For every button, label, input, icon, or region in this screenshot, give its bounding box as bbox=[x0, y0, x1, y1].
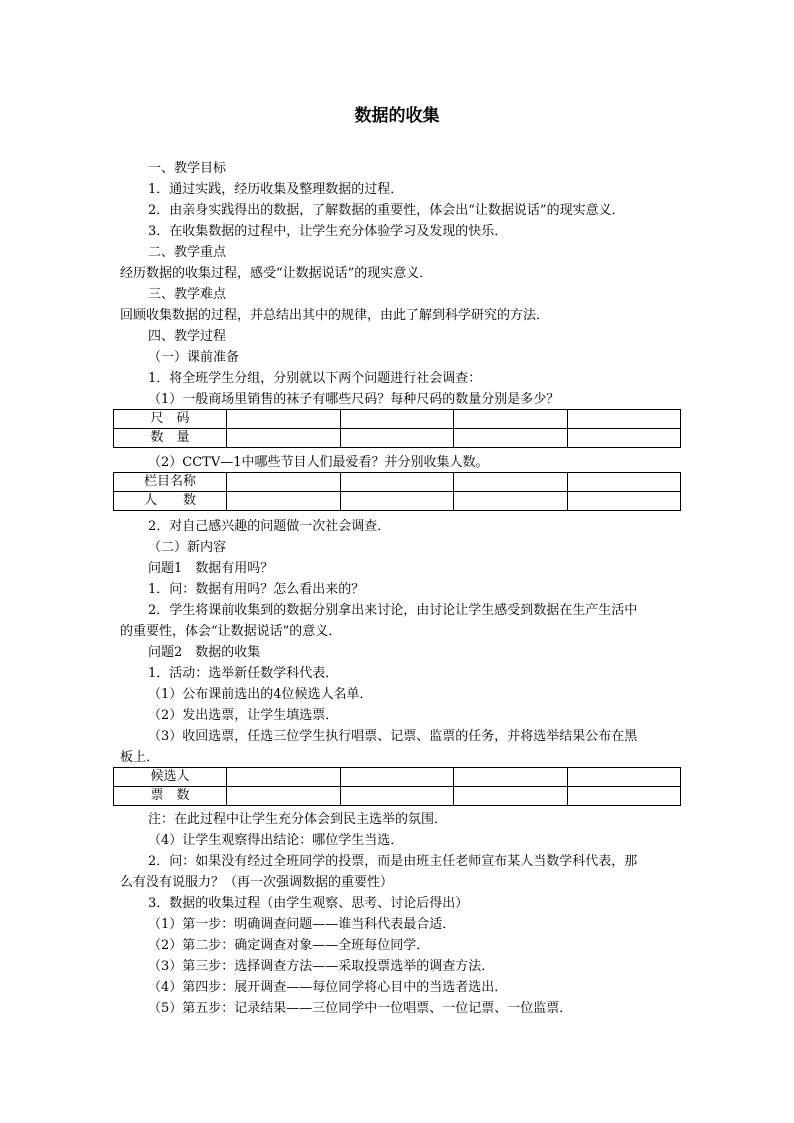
table-cell bbox=[227, 787, 341, 806]
text-line: （1）公布课前选出的4位候选人名单． bbox=[148, 687, 373, 702]
table-cell bbox=[454, 429, 568, 448]
candidate-table bbox=[113, 767, 681, 806]
table-cell bbox=[454, 492, 568, 511]
text-line: 2．学生将课前收集到的数据分别拿出来讨论，由讨论让学生感受到数据在生产生活中 bbox=[148, 603, 638, 618]
text-line: （2）发出选票，让学生填选票． bbox=[148, 708, 339, 723]
problem-heading: 问题2 数据的收集 bbox=[148, 645, 261, 660]
text-line: 经历数据的收集过程，感受“让数据说话”的现实意义． bbox=[120, 266, 433, 281]
text-line: 2．对自己感兴趣的问题做一次社会调查． bbox=[148, 519, 391, 534]
text-line: 回顾收集数据的过程，并总结出其中的规律，由此了解到科学研究的方法． bbox=[120, 308, 550, 323]
text-line: 的重要性，体会“让数据说话”的意义． bbox=[120, 624, 342, 639]
table-cell bbox=[340, 429, 454, 448]
text-line: （1）一般商场里销售的袜子有哪些尺码？每种尺码的数量分别是多少？ bbox=[148, 392, 560, 407]
table-cell bbox=[340, 473, 454, 492]
text-line: 3．数据的收集过程（由学生观察、思考、讨论后得出） bbox=[148, 896, 469, 911]
table-row-label: 栏目名称 bbox=[114, 473, 227, 492]
subsection-heading: （一）课前准备 bbox=[148, 350, 240, 365]
text-line: 板上． bbox=[120, 750, 160, 765]
section-heading: 四、教学过程 bbox=[148, 329, 227, 344]
text-line: 1．问：数据有用吗？怎么看出来的？ bbox=[148, 582, 365, 597]
table-row-label: 尺 码 bbox=[114, 410, 227, 429]
size-table bbox=[113, 409, 681, 448]
table-cell bbox=[567, 492, 681, 511]
table-cell bbox=[227, 429, 341, 448]
text-line: （3）收回选票，任选三位学生执行唱票、记票、监票的任务，并将选举结果公布在黑 bbox=[148, 729, 638, 744]
table-cell bbox=[227, 492, 341, 511]
table-cell bbox=[340, 768, 454, 787]
table-row bbox=[114, 787, 681, 806]
table-row-label: 票 数 bbox=[114, 787, 227, 806]
page-title: 数据的收集 bbox=[354, 106, 440, 126]
table-cell bbox=[340, 787, 454, 806]
program-table bbox=[113, 472, 681, 511]
table-row-label: 数 量 bbox=[114, 429, 227, 448]
table-cell bbox=[567, 787, 681, 806]
table-row bbox=[114, 492, 681, 511]
step-line: （1）第一步：明确调查问题——谁当科代表最合适． bbox=[148, 917, 456, 932]
text-line: 2．问：如果没有经过全班同学的投票，而是由班主任老师宣布某人当数学科代表，那 bbox=[148, 854, 638, 869]
problem-heading: 问题1 数据有用吗？ bbox=[148, 561, 274, 576]
table-cell bbox=[340, 410, 454, 429]
text-line: 1．活动：选举新任数学科代表． bbox=[148, 666, 339, 681]
step-line: （3）第三步：选择调查方法——采取投票选举的调查方法． bbox=[148, 959, 495, 974]
table-cell bbox=[567, 473, 681, 492]
table-row bbox=[114, 473, 681, 492]
table-cell bbox=[567, 429, 681, 448]
text-line: 1．将全班学生分组，分别就以下两个问题进行社会调查： bbox=[148, 371, 482, 386]
step-line: （5）第五步：记录结果——三位同学中一位唱票、一位记票、一位监票． bbox=[148, 1001, 573, 1016]
table-cell bbox=[227, 768, 341, 787]
table-cell bbox=[454, 410, 568, 429]
table-cell bbox=[567, 410, 681, 429]
step-line: （2）第二步：确定调查对象——全班每位同学． bbox=[148, 938, 430, 953]
subsection-heading: （二）新内容 bbox=[148, 540, 227, 555]
table-cell bbox=[227, 410, 341, 429]
text-line: 2．由亲身实践得出的数据，了解数据的重要性，体会出“让数据说话”的现实意义． bbox=[148, 203, 625, 218]
table-row bbox=[114, 429, 681, 448]
text-line: 1．通过实践，经历收集及整理数据的过程． bbox=[148, 182, 404, 197]
text-line: （4）让学生观察得出结论：哪位学生当选． bbox=[148, 833, 404, 848]
table-cell bbox=[567, 768, 681, 787]
table-row-label: 候选人 bbox=[114, 768, 227, 787]
table-row bbox=[114, 410, 681, 429]
text-line: 么有没有说服力？（再一次强调数据的重要性） bbox=[120, 875, 394, 890]
text-line: 3．在收集数据的过程中，让学生充分体验学习及发现的快乐． bbox=[148, 224, 508, 239]
table-row-label: 人 数 bbox=[114, 492, 227, 511]
section-heading: 二、教学重点 bbox=[148, 245, 227, 260]
text-line: （2）CCTV—1中哪些节目人们最爱看？并分别收集人数。 bbox=[148, 455, 489, 470]
section-heading: 三、教学难点 bbox=[148, 287, 227, 302]
table-cell bbox=[340, 492, 454, 511]
table-cell bbox=[227, 473, 341, 492]
step-line: （4）第四步：展开调查——每位同学将心目中的当选者选出． bbox=[148, 980, 508, 995]
table-cell bbox=[454, 473, 568, 492]
table-cell bbox=[454, 768, 568, 787]
section-heading: 一、教学目标 bbox=[148, 161, 227, 176]
note-line: 注：在此过程中让学生充分体会到民主选举的氛围． bbox=[148, 812, 448, 827]
table-cell bbox=[454, 787, 568, 806]
table-row bbox=[114, 768, 681, 787]
